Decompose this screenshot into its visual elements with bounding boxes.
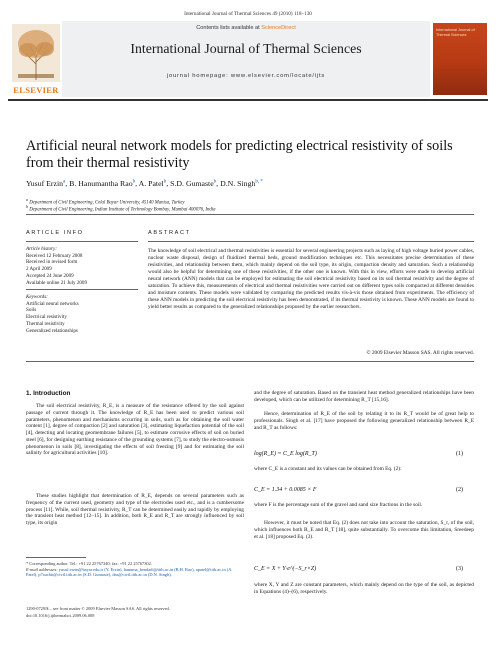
- header-divider: [8, 99, 488, 101]
- keyword: Artificial neural networks: [26, 300, 79, 307]
- doi-line[interactable]: doi:10.1016/j.ijthermalsci.2009.06.008: [26, 613, 95, 618]
- author-name[interactable]: Yusuf Erzin: [26, 179, 64, 188]
- sciencedirect-link[interactable]: ScienceDirect: [261, 25, 296, 31]
- keyword: Electrical resistivity: [26, 314, 67, 321]
- article-history: [26, 246, 138, 286]
- author-name[interactable]: S.D. Gumaste: [170, 179, 214, 188]
- history-item: 2 April 2009: [26, 266, 52, 273]
- equation-3-number: (3): [456, 566, 463, 572]
- journal-header-box: [62, 21, 430, 97]
- elsevier-wordmark: ELSEVIER: [13, 85, 59, 95]
- author-name[interactable]: D.N. Singh: [220, 179, 256, 188]
- intro-paragraph-5: where C_E is a constant and its values can be obtained from Eq. (2):: [254, 466, 402, 472]
- section-heading-introduction: 1. Introduction: [26, 390, 71, 397]
- corresponding-author-note: [26, 561, 244, 578]
- abstract-rule: [148, 241, 474, 242]
- equation-2: C_E = 1.34 + 0.0085 × F: [254, 487, 317, 493]
- author-list: Yusuf Erzin$^a$, B. Hanumantha Rao$^b$, A. Patel$^b$, S.D. Gumaste$^b$, D.N. Singh$^{b, *}$: [26, 179, 263, 188]
- intro-paragraph-6: where F is the percentage sum of the gravel and sand size fractions in the soil.: [254, 502, 423, 508]
- contents-prefix: Contents lists available at: [196, 25, 262, 31]
- intro-paragraph-4: Hence, determination of R_E of the soil by relating it to its R_T would be of great help to professionals. Singh et al. [17] have proposed the following generalized relationship between R_E and R_T as follows:: [254, 411, 474, 431]
- keywords-rule: [26, 289, 138, 290]
- equation-1: log(R_E) = C_E log(R_T): [254, 451, 317, 457]
- affiliation-a: $^a$ Department of Civil Engineering, Celal Bayar University, 45140 Manisa, Turkey: [26, 197, 185, 206]
- author-affiliation-mark: a: [63, 179, 66, 185]
- email-label: E-mail addresses:: [26, 566, 58, 572]
- intro-paragraph-2: These studies highlight that determination of R_E, depends on several parameters such as frequency of the current used, geometry and type of the electrodes used etc., and is a cumbersome process [11]. While, soil thermal resistivity, R_T can be determined easily and rapidly by employing the transient heat method [12–15]. In addition, both R_E and R_T are strongly influenced by soil type, its origin: [26, 493, 244, 526]
- history-item: Received in revised form: [26, 259, 78, 266]
- keywords-list: [26, 294, 138, 334]
- affiliation-a-text: Department of Civil Engineering, Celal Bayar University, 45140 Manisa, Turkey: [29, 200, 185, 206]
- journal-citation: International Journal of Thermal Sciences 49 (2010) 118–130: [184, 11, 312, 17]
- journal-cover-title: International Journal of Thermal Sciences: [436, 28, 475, 37]
- history-label: Article history:: [26, 246, 57, 252]
- article-info-rule: [26, 241, 138, 242]
- keyword: Generalized relationships: [26, 327, 78, 334]
- history-item: Available online 21 July 2009: [26, 279, 88, 286]
- intro-paragraph-7: However, it must be noted that Eq. (2) does not take into account the saturation, S_r, of the soil, which influences both R_E and R_T [18], quite substantially. To overcome this limitation, Sreedeep et al. [18] proposed Eq. (3).: [254, 520, 474, 540]
- equation-1-number: (1): [456, 451, 463, 457]
- footnote-rule: [26, 557, 86, 558]
- keywords-label: Keywords:: [26, 294, 48, 300]
- article-title-line-1: Artificial neural network models for predicting electrical resistivity of soils: [26, 138, 453, 154]
- intro-paragraph-3: and the degree of saturation. Based on the transient heat method generalized relationships have been developed, which can be utilized for determining R_T [15,16].: [254, 390, 474, 403]
- author-affiliation-mark: b: [163, 179, 167, 185]
- issn-line: 1290-0729/$ – see front matter © 2009 Elsevier Masson SAS. All rights reserved.: [26, 606, 170, 611]
- abstract-copyright: © 2009 Elsevier Masson SAS. All rights reserved.: [366, 350, 474, 356]
- affiliation-divider: [26, 214, 474, 215]
- journal-title: International Journal of Thermal Sciences: [130, 41, 362, 56]
- equation-3: C_E = X + Y·e^(−S_r×Z): [254, 566, 317, 572]
- history-item: Received 12 February 2008: [26, 252, 83, 259]
- keyword: Soils: [26, 307, 37, 314]
- keyword: Thermal resistivity: [26, 320, 65, 327]
- author-affiliation-mark: b, *: [255, 179, 263, 185]
- abstract-bottom-rule: [26, 361, 474, 362]
- article-title-line-2: from their thermal resistivity: [26, 155, 190, 171]
- journal-homepage[interactable]: journal homepage: www.elsevier.com/locate/ijts: [166, 73, 326, 79]
- author-name[interactable]: B. Hanumantha Rao: [69, 179, 133, 188]
- author-affiliation-mark: b: [213, 179, 217, 185]
- intro-paragraph-8: where X, Y and Z are constant parameters, which mainly depend on the type of the soil, as depicted in Equations (4)–(6), respectively.: [254, 582, 474, 595]
- history-item: Accepted 24 June 2009: [26, 272, 74, 279]
- affiliation-b: $^b$ Department of Civil Engineering, Indian Institute of Technology Bombay, Mumbai 400076, India: [26, 204, 216, 213]
- affiliation-b-text: Department of Civil Engineering, Indian Institute of Technology Bombay, Mumbai 400076, India: [29, 207, 216, 213]
- article-title: [26, 138, 466, 172]
- email-addresses[interactable]: yusuf.erzin@bayar.edu.tr (Y. Erzin), hanuma_bendadi@iitb.ac.in (B.H. Rao), apatel@iitb.ac.in (A. Patel), p7suchit@civil.iitb.ac.in (S.D. Gumaste), dns@civil.iitb.ac.in (D.N. Singh).: [26, 566, 233, 578]
- intro-paragraph-1: The soil electrical resistivity, R_E, is a measure of the resistance offered by the soil against passage of current through it. The knowledge of R_E has been used to predict various soil parameters, phenomenon and mechanisms occurring in soils, such as for obtaining the soil water content [1], degree of compaction [2] and saturation [3], estimating liquefaction potential of the soil [4], detecting and locating geomembrane failures [5], to estimate corrosive effects of soil on buried steel [6], for designing earthing resistance of the grounding systems [7], to study the electro-osmosis phenomenon in soils [8], investigating the effects of soil freezing [9] and for estimating the soil salinity for agricultural activities [10].: [26, 403, 244, 457]
- abstract-heading: ABSTRACT: [148, 230, 191, 236]
- author-name[interactable]: A. Patel: [138, 179, 164, 188]
- article-info-heading: ARTICLE INFO: [26, 230, 84, 236]
- elsevier-tree-logo: [12, 24, 60, 82]
- contents-available-line: [62, 25, 430, 31]
- equation-2-number: (2): [456, 487, 463, 493]
- author-affiliation-mark: b: [132, 179, 136, 185]
- abstract-text: The knowledge of soil electrical and thermal resistivities is essential for several engineering projects such as laying of high voltage buried power cables, nuclear waste disposal, design of fluidized thermal beds, ground modification techniques etc. This necessitates precise determination of these resistivities, and relationship between them, which mainly depend on the soil type, its origin, compaction density and saturation. Such a relationship would also be helpful for determining one of these resistivities, if the other one is known. With this in view, efforts were made to develop artificial neural network (ANN) models that can be employed for estimating the soil electrical resistivity based on its soil thermal resistivity and the degree of saturation. To achieve this, measurements of electrical and thermal resistivities were carried out on different types soils compacted at different densities and moisture contents. These models were validated by comparing the predicted results vis-à-vis those obtained from experiments. The efficiency of these ANN models in predicting the soil electrical resistivity has been demonstrated, if its thermal resistivity is known. These ANN models are found to yield better results as compared to the generalized relationships proposed by the earlier researchers.: [148, 248, 474, 311]
- corresponding-author-text: * Corresponding author. Tel.: +91 22 25767340; fax: +91 22 25767302.: [26, 561, 152, 566]
